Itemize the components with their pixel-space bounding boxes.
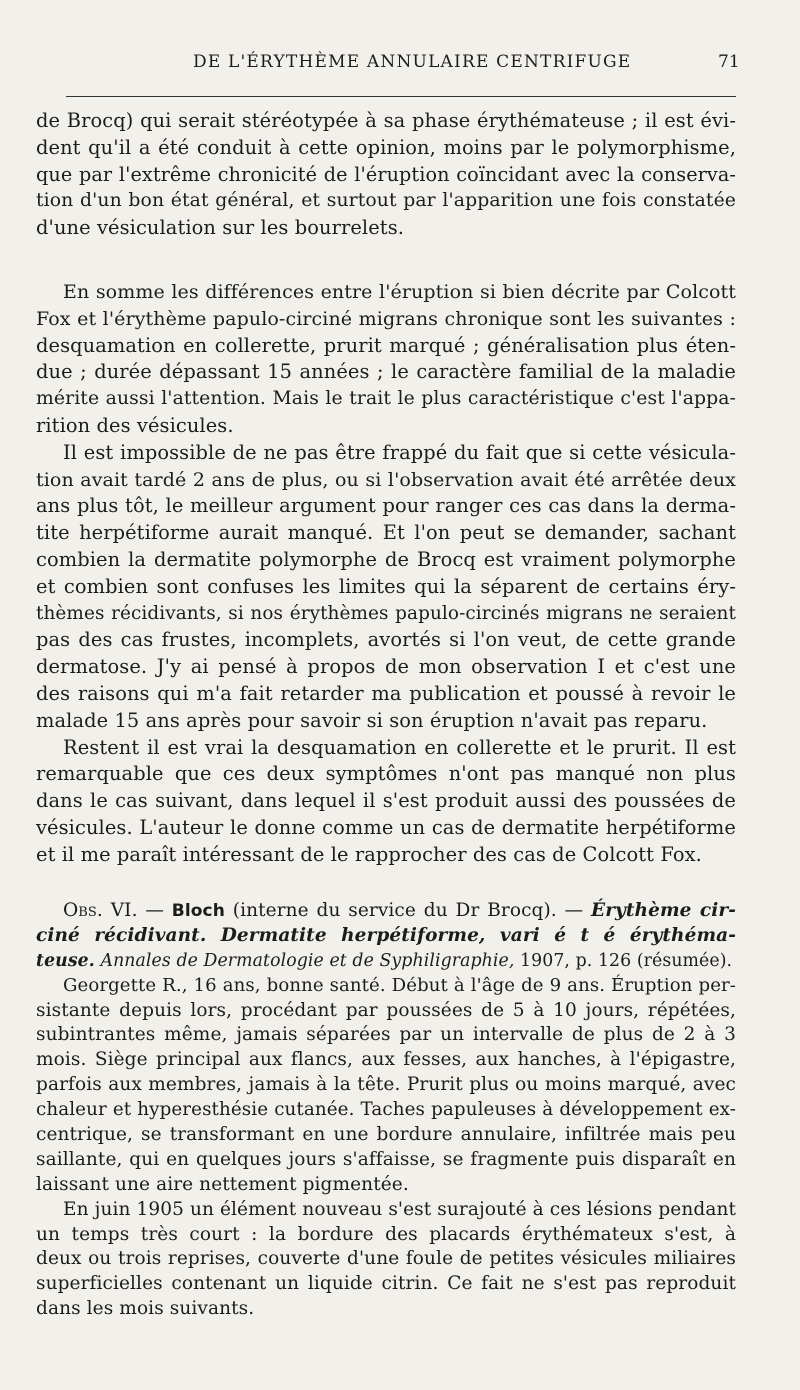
text-line: desquamation en collerette, prurit marqué ; généralisation plus éten- (36, 333, 736, 357)
text-line: vésicules. L'auteur le donne comme un cas de dermatite herpétiforme (36, 815, 736, 839)
page-number: 71 (718, 52, 740, 72)
observation-title-line (36, 924, 736, 949)
text-line: En somme les différences entre l'éruption si bien décrite par Colcott (63, 281, 736, 303)
text-line: subintrantes même, jamais séparées par un intervalle de plus de 2 à 3 (36, 1024, 736, 1046)
text-line: mois. Siège principal aux flancs, aux fesses, aux hanches, à l'épigastre, (36, 1049, 736, 1071)
text-line: remarquable que ces deux symptômes n'ont pas manqué non plus (36, 762, 736, 786)
running-title: DE L'ÉRYTHÈME ANNULAIRE CENTRIFUGE (193, 52, 632, 72)
text-line: laissant une aire nettement pigmentée. (36, 1173, 409, 1195)
text-line: ans plus tôt, le meilleur argument pour ranger ces cas dans la derma- (36, 494, 736, 518)
text-line: dans les mois suivants. (36, 1298, 255, 1320)
paragraph-discussion (36, 279, 736, 869)
observation-title: teuse. (36, 950, 95, 971)
observation-vi (36, 899, 736, 1322)
text-line: dermatose. J'y ai pensé à propos de mon observation I et c'est une (36, 655, 736, 679)
text-line: que par l'extrême chronicité de l'éruption coïncidant avec la conserva- (36, 162, 736, 186)
text-line: rition des vésicules. (36, 413, 234, 437)
text-line: d'une vésiculation sur les bourrelets. (36, 216, 405, 240)
observation-dash: — (137, 900, 172, 921)
text-line: des raisons qui m'a fait retarder ma publication et poussé à revoir le (36, 681, 736, 705)
observation-reference-line (36, 949, 736, 974)
text-line: mérite aussi l'attention. Mais le trait le plus caractéristique c'est l'appa- (36, 388, 736, 410)
text-line: superficielles contenant un liquide citrin. Ce fait ne s'est pas reproduit (36, 1273, 736, 1295)
text-line: Fox et l'érythème papulo-circiné migrans chronique sont les suivantes : (36, 307, 736, 330)
text-line: tite herpétiforme aurait manqué. Et l'on peut se demander, sachant (36, 521, 736, 545)
text-line: centrique, se transformant en une bordure annulaire, infiltrée mais peu (36, 1124, 736, 1146)
text-line: chaleur et hyperesthésie cutanée. Taches papuleuses à développement ex- (36, 1099, 736, 1121)
text-line: un temps très court : la bordure des placards érythémateux s'est, à (36, 1223, 736, 1245)
observation-heading (36, 899, 736, 924)
text-line: et il me paraît intéressant de le rapprocher des cas de Colcott Fox. (36, 842, 702, 866)
observation-service: (interne du service du Dr Brocq). — (224, 900, 591, 921)
text-line: malade 15 ans après pour savoir si son éruption n'avait pas reparu. (36, 708, 708, 732)
observation-title: Érythème cir- (591, 900, 736, 921)
text-line: Il est impossible de ne pas être frappé du fait que si cette vésicula- (63, 440, 736, 464)
observation-title: ciné récidivant. Dermatite herpétiforme, vari é t é érythéma- (36, 924, 736, 946)
journal-name: Annales de Dermatologie et de Syphiligraphie, (94, 950, 515, 971)
text-line: parfois aux membres, jamais à la tête. Prurit plus ou moins marqué, avec (36, 1074, 736, 1096)
paragraph-continuation (36, 108, 736, 242)
text-line: et combien sont confuses les limites qui la séparent de certains éry- (36, 574, 736, 598)
text-line: tion avait tardé 2 ans de plus, ou si l'observation avait été arrêtée deux (36, 468, 736, 491)
journal-reference: 1907, p. 126 (résumée). (514, 950, 733, 971)
running-head (0, 52, 800, 82)
text-line: Restent il est vrai la desquamation en collerette et le prurit. Il est (63, 735, 736, 759)
header-rule (66, 96, 736, 97)
text-line: saillante, qui en quelques jours s'affaisse, se fragmente puis disparaît en (36, 1148, 736, 1170)
text-line: deux ou trois reprises, couverte d'une foule de petites vésicules miliaires (36, 1248, 736, 1270)
text-line: En juin 1905 un élément nouveau s'est surajouté à ces lésions pendant (63, 1198, 736, 1220)
text-line: de Brocq) qui serait stéréotypée à sa phase érythémateuse ; il est évi- (36, 109, 736, 132)
text-line: tion d'un bon état général, et surtout par l'apparition une fois constatée (36, 190, 736, 212)
text-line: dent qu'il a été conduit à cette opinion, moins par le polymorphisme, (36, 135, 736, 159)
text-line: Georgette R., 16 ans, bonne santé. Début à l'âge de 9 ans. Éruption per- (63, 974, 736, 996)
text-line: pas des cas frustes, incomplets, avortés si l'on veut, de cette grande (36, 628, 736, 652)
text-line: due ; durée dépassant 15 années ; le caractère familial de la maladie (36, 360, 736, 384)
text-line: thèmes récidivants, si nos érythèmes papulo-circinés migrans ne seraient (36, 602, 736, 624)
text-line: sistante depuis lors, procédant par poussées de 5 à 10 jours, répétées, (36, 999, 736, 1021)
observation-author: Bloch (171, 901, 225, 921)
text-line: combien la dermatite polymorphe de Brocq est vraiment polymorphe (36, 547, 736, 571)
text-line: dans le cas suivant, dans lequel il s'est produit aussi des poussées de (36, 789, 736, 813)
observation-label: Obs. VI. (63, 900, 138, 921)
